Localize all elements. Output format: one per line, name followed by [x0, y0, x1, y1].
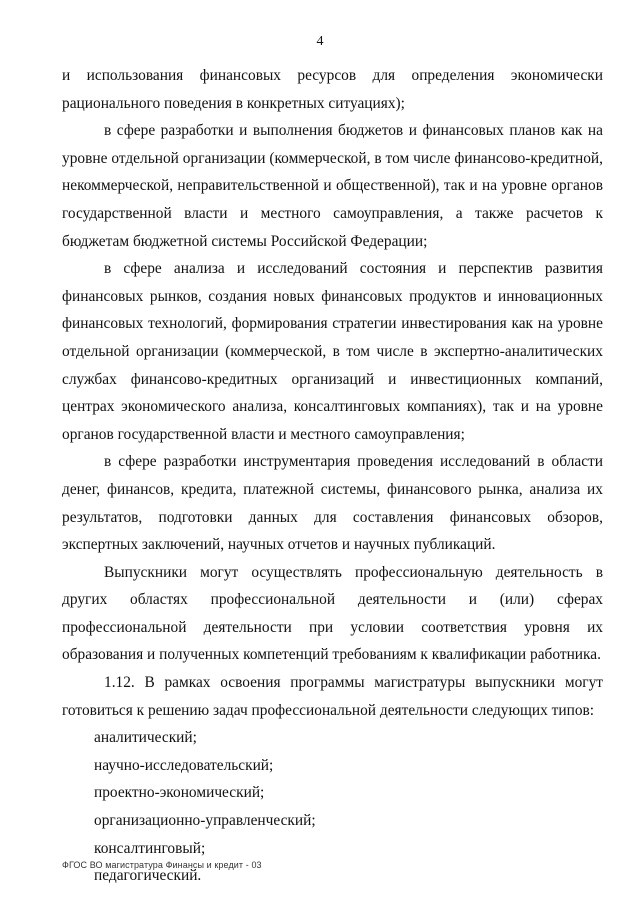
list-item: педагогический. [94, 867, 202, 885]
paragraph-continuation: и использования финансовых ресурсов для определения экономически рационального поведения в конкретных ситуациях); [62, 67, 603, 112]
paragraph-section-1-12: 1.12. В рамках освоения программы магистратуры выпускники могут готовиться к решению задач профессиональной деятельности следующих типов: [62, 674, 603, 719]
paragraph-other-areas: Выпускники могут осуществлять профессиональную деятельность в других областях профессиональной деятельности и (или) сферах профессиональной деятельности при условии соответствия уровня их образования и полученных компетенций требованиям к квалификации работника. [62, 563, 603, 664]
list-item: научно-исследовательский; [94, 756, 274, 774]
list-item: организационно-управленческий; [94, 812, 316, 830]
paragraph-market-analysis-sphere: в сфере анализа и исследований состояния и перспектив развития финансовых рынков, создания новых финансовых продуктов и инновационных финансовых технологий, формирования стратегии инвестирования как на уровне отдельной организации (коммерческой, в том числе в экспертно-аналитических службах финансово-кредитных организаций и инвестиционных компаний, центрах экономического анализа, консалтинговых компаниях), так и на уровне органов государственной власти и местного самоуправления; [62, 260, 603, 443]
paragraph-budget-sphere: в сфере разработки и выполнения бюджетов и финансовых планов как на уровне отдельной организации (коммерческой, в том числе финансово-кредитной, некоммерческой, неправительственной и общественной), так и на уровне органов государственной власти и местного самоуправления, а также расчетов к бюджетам бюджетной системы Российской Федерации; [62, 122, 603, 250]
page-number: 4 [316, 34, 324, 49]
list-item: аналитический; [94, 729, 197, 747]
document-body [62, 62, 603, 890]
page-footer: ФГОС ВО магистратура Финансы и кредит - 03 [62, 860, 262, 870]
list-item: проектно-экономический; [94, 784, 265, 802]
list-item: консалтинговый; [94, 839, 206, 857]
paragraph-research-tools-sphere: в сфере разработки инструментария проведения исследований в области денег, финансов, кредита, платежной системы, финансового рынка, анализа их результатов, подготовки данных для составления финансовых обзоров, экспертных заключений, научных отчетов и научных публикаций. [62, 453, 603, 554]
